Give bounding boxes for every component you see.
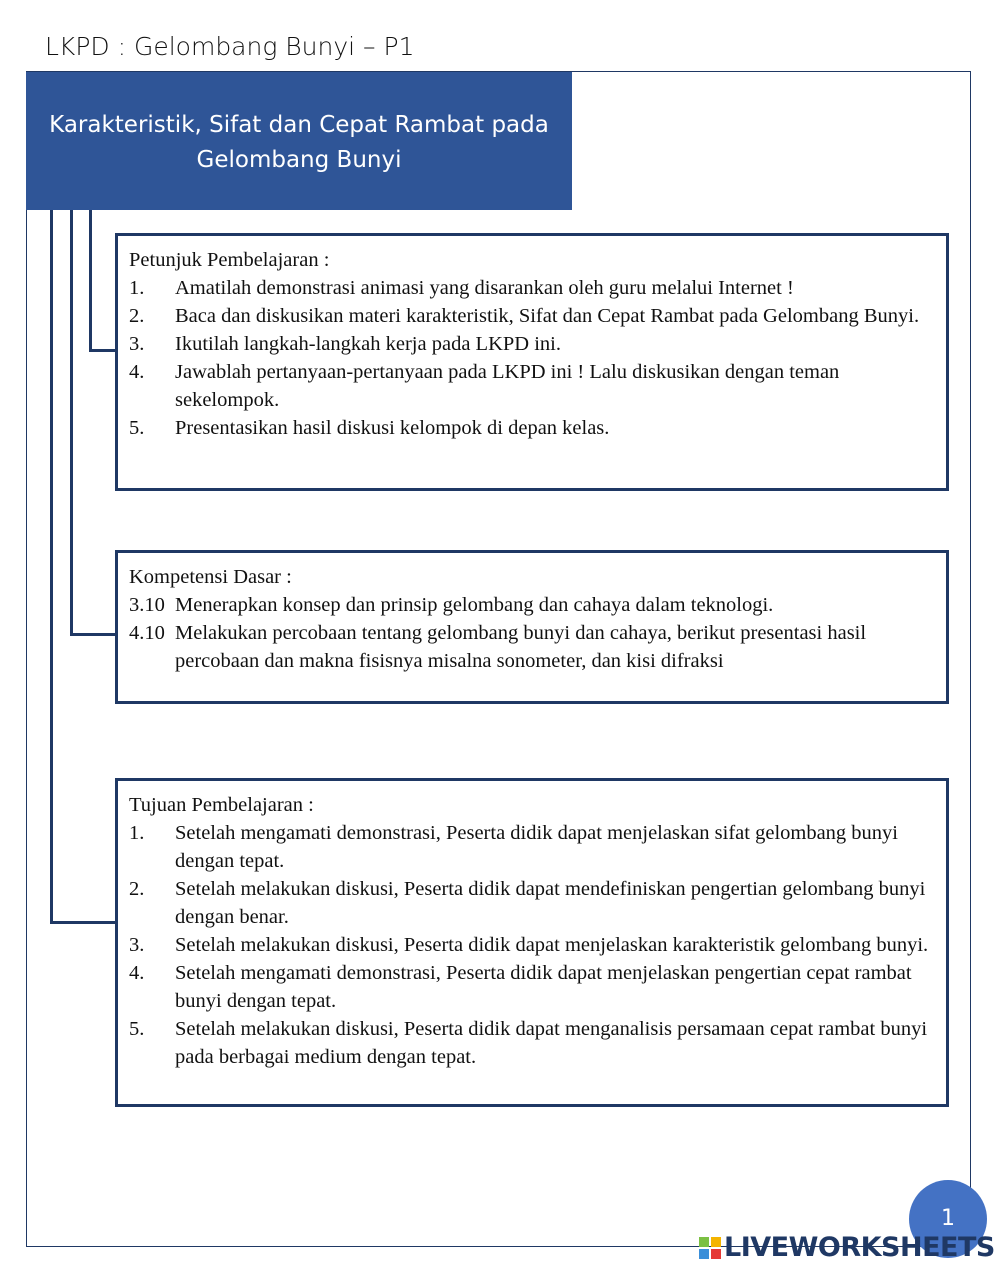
list-item [129,875,946,931]
item-number: 3.10 [129,594,165,616]
item-number: 3. [129,333,145,355]
item-text: Ikutilah langkah-langkah kerja pada LKPD ini. [175,333,561,355]
list-item [129,591,946,619]
item-text: Setelah mengamati demonstrasi, Peserta didik dapat menjelaskan sifat gelombang bunyi dengan tepat. [175,822,899,872]
item-text: Setelah melakukan diskusi, Peserta didik dapat mendefiniskan pengertian gelombang bunyi dengan benar. [175,878,926,928]
header-banner [26,72,572,210]
list-item [129,414,946,442]
liveworksheets-logo [698,1232,995,1263]
logo-text: LIVEWORKSHEETS [724,1232,995,1263]
list-item [129,619,946,675]
tujuan-title: Tujuan Pembelajaran : [129,794,314,816]
petunjuk-title: Petunjuk Pembelajaran : [129,249,330,271]
item-number: 1. [129,277,145,299]
item-number: 2. [129,878,145,900]
item-number: 5. [129,417,145,439]
item-number: 4. [129,962,145,984]
connector-line [70,633,116,636]
item-number: 4.10 [129,622,165,644]
logo-icon [698,1236,722,1260]
list-item [129,931,946,959]
item-text: Setelah melakukan diskusi, Peserta didik dapat menjelaskan karakteristik gelombang bunyi. [175,934,929,956]
item-text: Jawablah pertanyaan-pertanyaan pada LKPD ini ! Lalu diskusikan dengan teman sekelompok. [175,361,840,411]
page-number-badge: 1 [909,1180,987,1258]
connector-line [50,210,53,924]
item-number: 1. [129,822,145,844]
document-title: LKPD : Gelombang Bunyi – P1 [45,32,415,61]
header-line-2: Gelombang Bunyi [196,147,402,173]
item-text: Melakukan percobaan tentang gelombang bunyi dan cahaya, berikut presentasi hasil percobaan dan makna fisisnya misalna sonometer, dan kisi difraksi [175,622,867,672]
connector-line [50,921,116,924]
item-text: Amatilah demonstrasi animasi yang disarankan oleh guru melalui Internet ! [175,277,794,299]
connector-line [70,210,73,636]
item-number: 5. [129,1018,145,1040]
item-text: Setelah mengamati demonstrasi, Peserta didik dapat menjelaskan pengertian cepat rambat bunyi dengan tepat. [175,962,912,1012]
kompetensi-title: Kompetensi Dasar : [129,566,292,588]
item-text: Presentasikan hasil diskusi kelompok di depan kelas. [175,417,610,439]
list-item [129,302,946,330]
petunjuk-box [115,233,949,491]
list-item [129,330,946,358]
item-number: 3. [129,934,145,956]
item-text: Menerapkan konsep dan prinsip gelombang dan cahaya dalam teknologi. [175,594,774,616]
connector-line [89,210,92,352]
item-text: Baca dan diskusikan materi karakteristik, Sifat dan Cepat Rambat pada Gelombang Bunyi. [175,305,920,327]
list-item [129,819,946,875]
connector-line [89,349,116,352]
list-item [129,959,946,1015]
header-line-1: Karakteristik, Sifat dan Cepat Rambat pada [49,112,549,138]
list-item [129,1015,946,1071]
kompetensi-box [115,550,949,704]
item-text: Setelah melakukan diskusi, Peserta didik dapat menganalisis persamaan cepat rambat bunyi pada berbagai medium dengan tepat. [175,1018,928,1068]
list-item [129,274,946,302]
list-item [129,358,946,414]
item-number: 4. [129,361,145,383]
item-number: 2. [129,305,145,327]
tujuan-box [115,778,949,1107]
